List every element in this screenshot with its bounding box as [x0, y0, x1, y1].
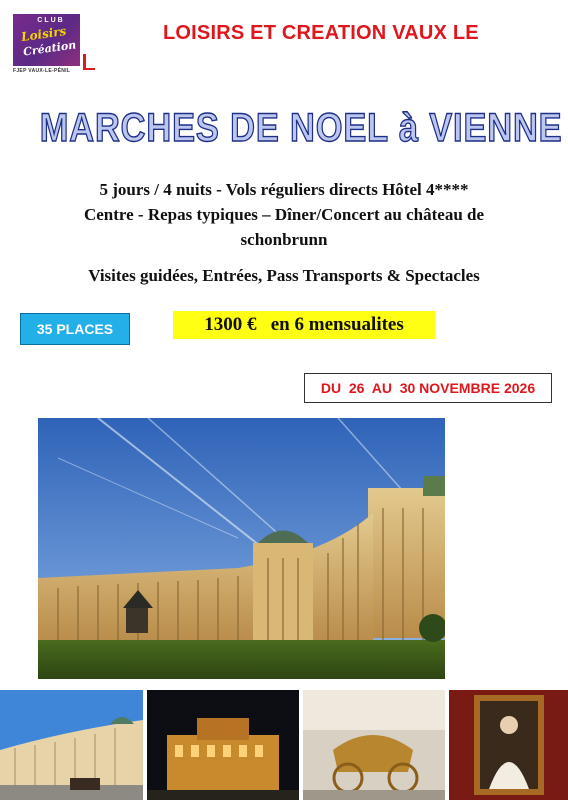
- description-line-4: Visites guidées, Entrées, Pass Transports & Spectacles: [88, 266, 480, 285]
- description-line-1: 5 jours / 4 nuits - Vols réguliers directs Hôtel 4****: [99, 180, 469, 199]
- logo-creation-text: Création: [22, 38, 77, 59]
- logo-loisirs-text: Loisirs: [20, 23, 68, 45]
- hofburg-palace-illustration: [38, 418, 445, 679]
- carriage-thumbnail-illustration: [303, 690, 445, 800]
- description-line-3: schonbrunn: [240, 230, 328, 249]
- places-badge: 35 PLACES: [20, 313, 130, 345]
- logo-club-text: CLUB: [37, 17, 65, 24]
- hofburg-palace-thumbnail: [0, 690, 143, 800]
- empress-portrait-thumbnail: [449, 690, 568, 800]
- page-title: MARCHES DE NOEL à VIENNE: [39, 106, 563, 150]
- description-line-2: Centre - Repas typiques – Dîner/Concert au château de: [83, 205, 485, 224]
- opera-night-thumbnail: [147, 690, 299, 800]
- logo-red-mark: [83, 54, 86, 68]
- opera-thumbnail-illustration: [147, 690, 299, 800]
- hofburg-palace-photo: [38, 418, 445, 679]
- logo-red-mark-base: [83, 68, 95, 70]
- hofburg-thumbnail-illustration: [0, 690, 143, 800]
- club-logo: [13, 14, 89, 76]
- price-highlight: 1300 € en 6 mensualites: [173, 311, 435, 339]
- imperial-carriage-thumbnail: [303, 690, 445, 800]
- logo-subtitle: FJEP VAUX-LE-PÉNIL: [13, 68, 71, 74]
- portrait-thumbnail-illustration: [449, 690, 568, 800]
- club-name-heading: LOISIRS ET CREATION VAUX LE: [163, 22, 479, 44]
- dates-box: DU 26 AU 30 NOVEMBRE 2026: [304, 373, 552, 403]
